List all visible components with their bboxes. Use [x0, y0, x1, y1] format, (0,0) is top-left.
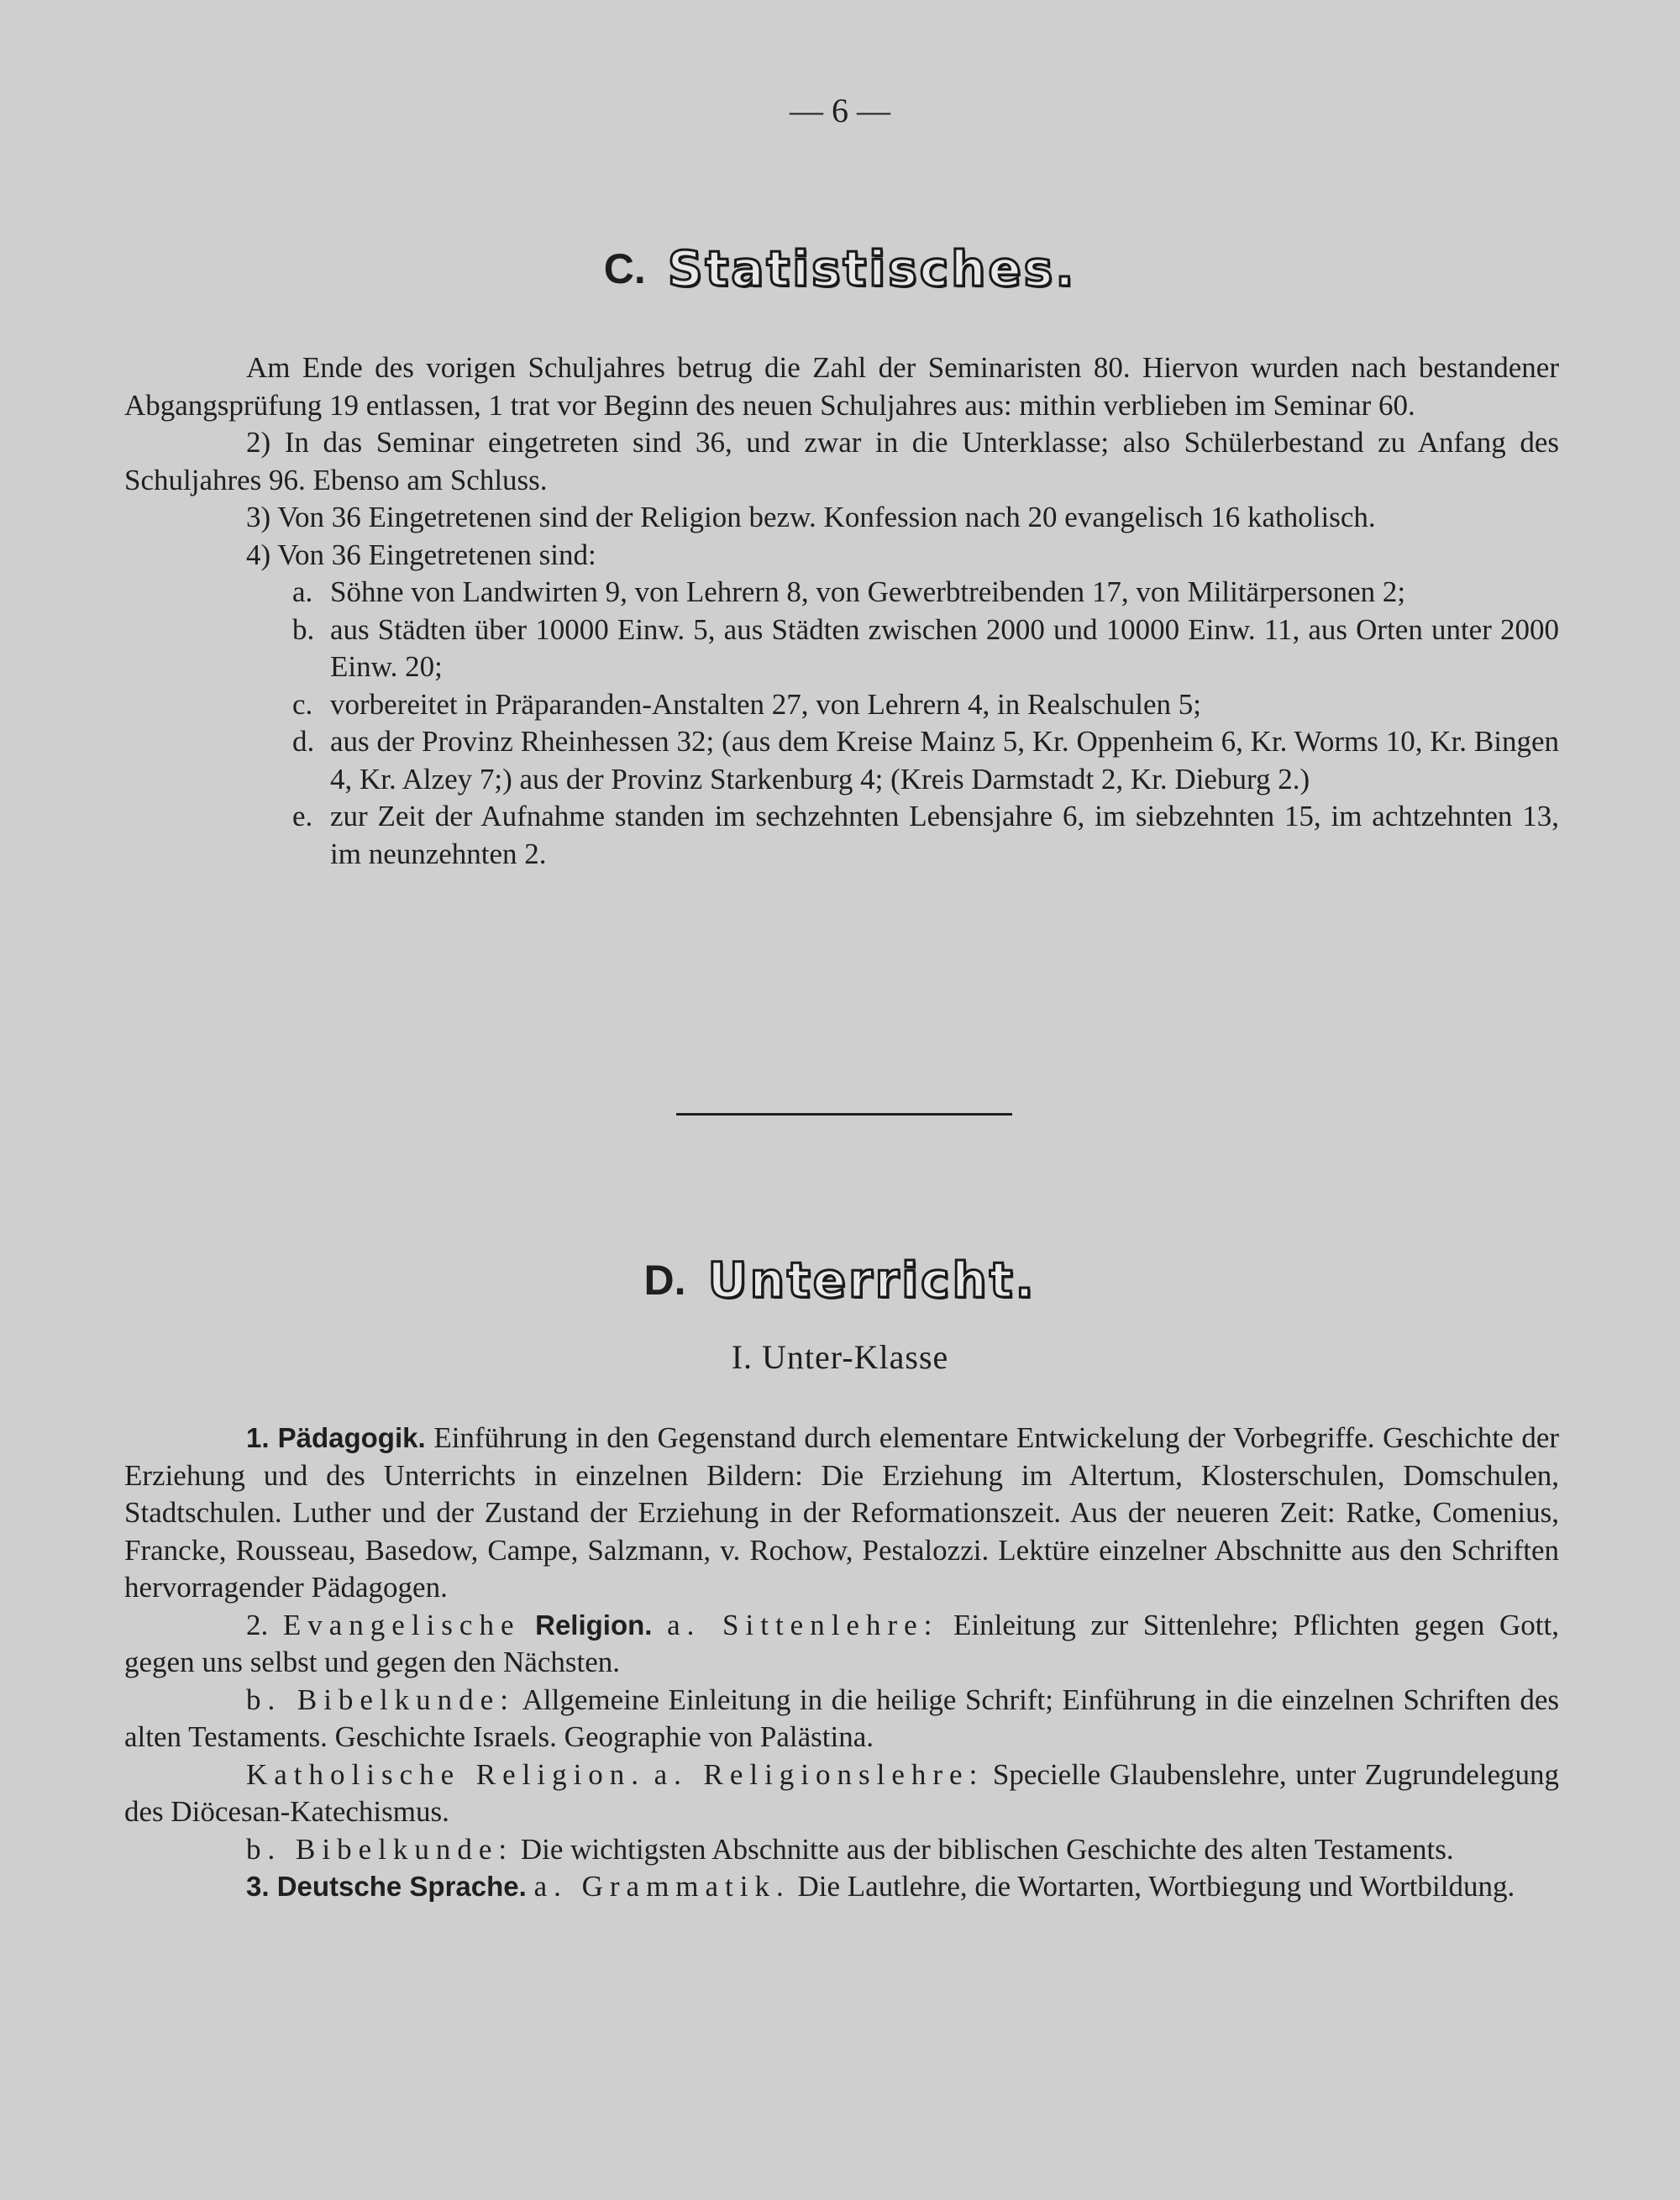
origin-list [124, 574, 1559, 873]
paedagogik-label: 1. Pädagogik. [246, 1422, 426, 1453]
section-divider [676, 1113, 1012, 1116]
section-d-letter: D. [643, 1257, 686, 1304]
curriculum-section [124, 1420, 1559, 1906]
list-item: b. aus Städten über 10000 Einw. 5, aus Städten zwischen 2000 und 10000 Einw. 11, aus Orten unter 2000 Einw. 20; [292, 612, 1559, 683]
catholic-label: Katholische Religion. [246, 1757, 646, 1791]
paedagogik-paragraph [124, 1420, 1559, 1607]
page-number: — 6 — [790, 92, 890, 129]
catholic-religion-paragraph [124, 1756, 1559, 1831]
catholic-text-b: Die wichtigsten Abschnitte aus der biblischen Geschichte des alten Testaments. [520, 1832, 1454, 1866]
evangelical-label-a: Evangelische [282, 1608, 521, 1641]
catholic-text-a: Specielle Glaubenslehre, unter Zugrundelegung des Diöcesan-Katechismus. [124, 1757, 1560, 1828]
catholic-sub-a: a. Religionslehre: [654, 1757, 984, 1791]
list-item: a. Söhne von Landwirten 9, von Lehrern 8, von Gewerbtreibenden 17, von Militärpersonen 2; [292, 575, 1406, 608]
catholic-sub-b: b. Bibelkunde: [246, 1832, 514, 1866]
section-d-title: Unterricht. [707, 1252, 1037, 1309]
list-item: d. aus der Provinz Rheinhessen 32; (aus dem Kreise Mainz 5, Kr. Oppenheim 6, Kr. Worms 10, Kr. Bingen 4, Kr. Alzey 7;) aus der Provinz Starkenburg 4; (Kreis Darmstadt 2, Kr. Dieburg 2.) [292, 725, 1559, 795]
statistics-para-3: 3) Von 36 Eingetretenen sind der Religion bezw. Konfession nach 20 evangelisch 16 katholisch. [246, 501, 1376, 533]
section-c-heading [0, 240, 1680, 297]
german-sub: a. Grammatik. [533, 1870, 790, 1903]
section-c-title: Statistisches. [667, 240, 1077, 297]
list-item: e. zur Zeit der Aufnahme standen im sechzehnten Lebensjahre 6, im siebzehnten 15, im achtzehnten 13, im neunzehnten 2. [292, 800, 1559, 870]
paedagogik-text: Einführung in den Gegenstand durch elementare Entwickelung der Vorbegriffe. Geschichte der Erziehung und des Unterrichts in einzelnen Bildern: Die Erziehung im Altertum, Klosterschulen, Domschulen, Stadtschulen. Luther und der Zustand der Erziehung in der Reformationszeit. Aus der neueren Zeit: Ratke, Comenius, Francke, Rousseau, Basedow, Campe, Salzmann, v. Rochow, Pestalozzi. Lektüre einzelner Abschnitte aus den Schriften hervorragender Pädagogen. [124, 1421, 1560, 1604]
evangelical-text-a: Einleitung zur Sittenlehre; Pflichten gegen Gott, gegen uns selbst und gegen den Nächsten. [124, 1608, 1559, 1678]
evangelical-label-b: Religion. [535, 1609, 653, 1641]
evangelical-religion-paragraph [124, 1607, 1559, 1682]
catholic-bible-paragraph [124, 1831, 1559, 1869]
section-d-heading [0, 1252, 1680, 1309]
evangelical-sub-a: a. Sittenlehre: [667, 1608, 939, 1641]
statistics-para-2: 2) In das Seminar eingetreten sind 36, und zwar in die Unterklasse; also Schülerbestand zu Anfang des Schuljahres 96. Ebenso am Schluss. [124, 426, 1559, 496]
german-label: 3. Deutsche Sprache. [246, 1871, 527, 1902]
evangelical-text-b: Allgemeine Einleitung in die heilige Schrift; Einführung in die einzelnen Schriften des alten Testaments. Geschichte Israels. Geographie von Palästina. [124, 1683, 1560, 1753]
evangelical-bible-paragraph [124, 1682, 1559, 1756]
german-language-paragraph [124, 1868, 1559, 1906]
section-c-letter: C. [603, 245, 646, 292]
statistics-para-4: 4) Von 36 Eingetretenen sind: [246, 538, 596, 571]
list-item: c. vorbereitet in Präparanden-Anstalten 27, von Lehrern 4, in Realschulen 5; [292, 687, 1202, 721]
german-text: Die Lautlehre, die Wortarten, Wortbiegung und Wortbildung. [797, 1870, 1515, 1903]
statistics-para-1: Am Ende des vorigen Schuljahres betrug die Zahl der Seminaristen 80. Hiervon wurden nach bestandener Abgangsprüfung 19 entlassen, 1 trat vor Beginn des neuen Schuljahres aus: mithin verblieben im Seminar 60. [124, 351, 1559, 422]
evangelical-number: 2. [246, 1608, 269, 1641]
statistics-section [124, 349, 1559, 873]
class-subtitle: I. Unter-Klasse [731, 1338, 949, 1376]
evangelical-sub-b: b. Bibelkunde: [246, 1683, 515, 1716]
